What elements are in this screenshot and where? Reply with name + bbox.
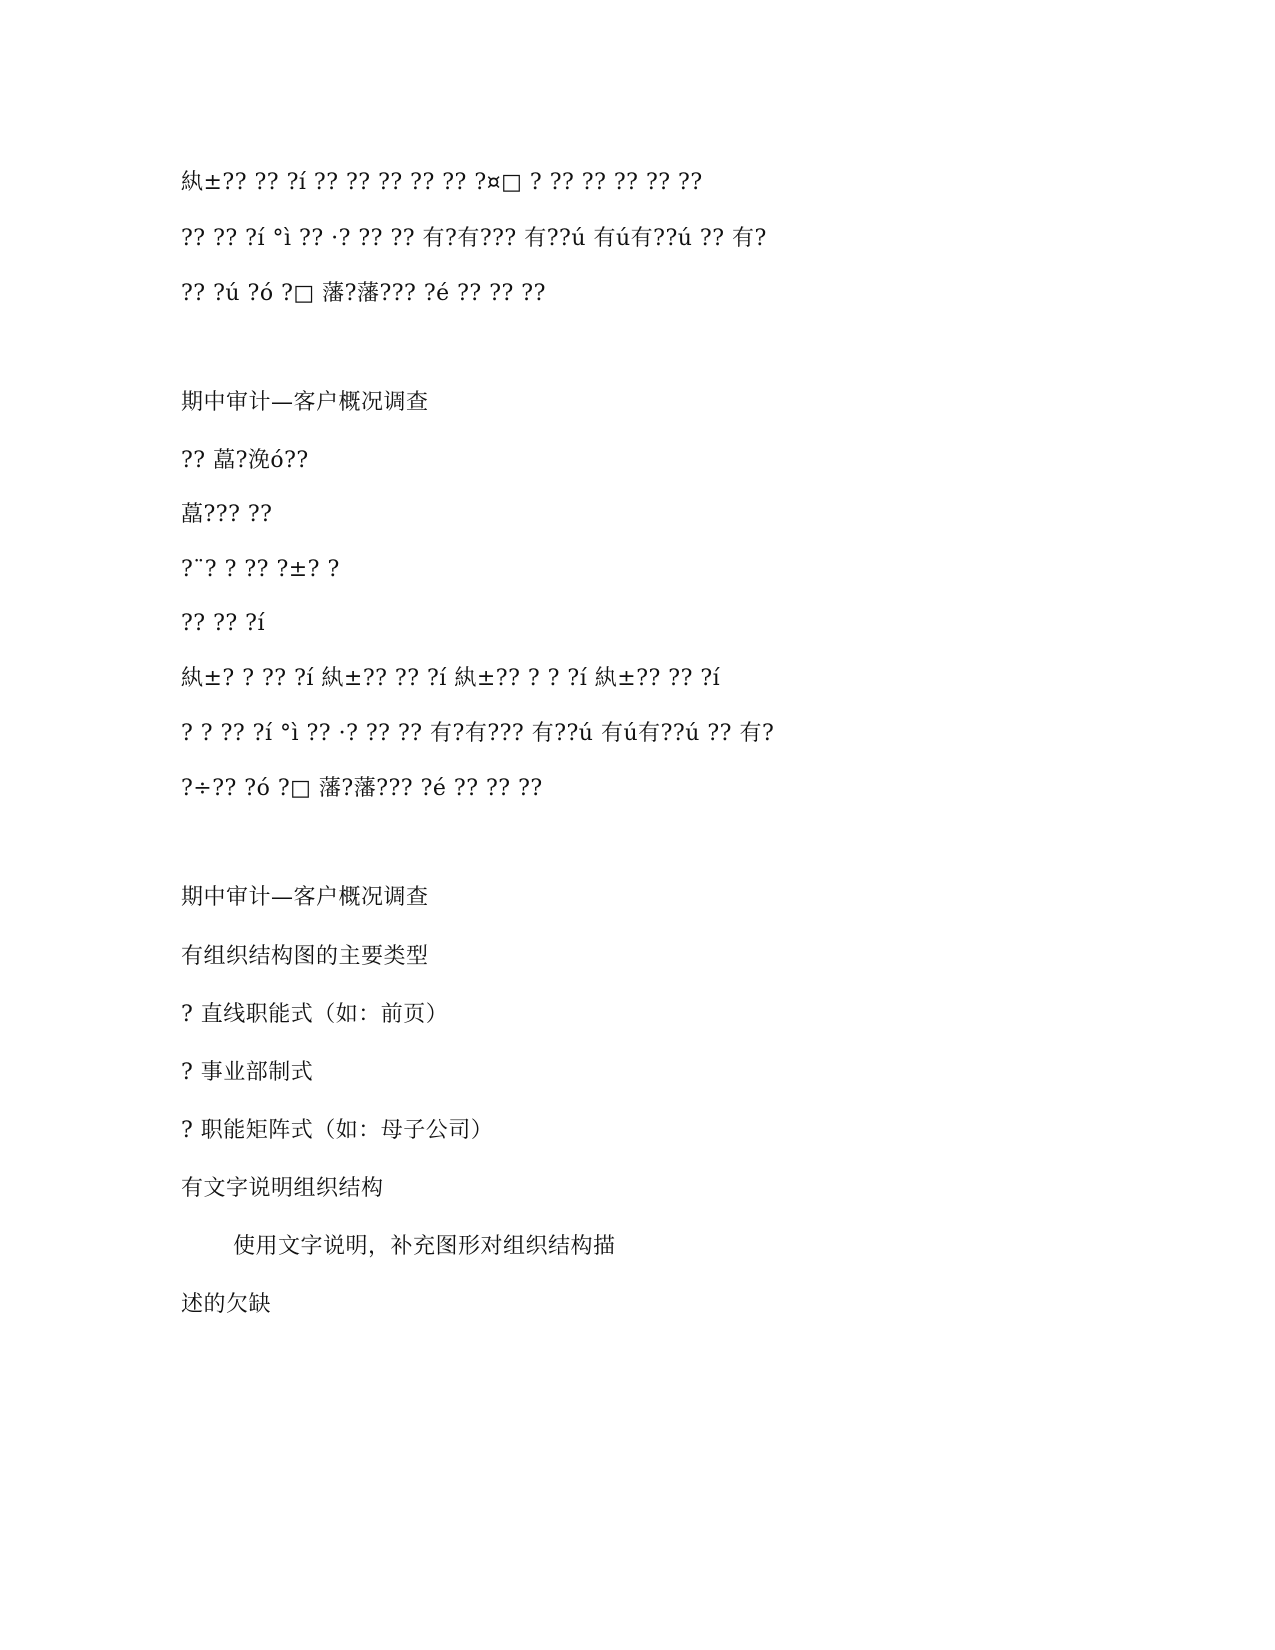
garbled-line-10: ?÷?? ?ó ?□ 藩?藩??? ?é ?? ?? ?? <box>181 776 543 801</box>
garbled-line-7: ?? ?? ?í <box>181 611 265 636</box>
garbled-line-3: ?? ?ú ?ó ?□ 藩?藩??? ?é ?? ?? ?? <box>181 281 546 306</box>
section-title-1: 期中审计—客户概况调查 <box>181 390 429 415</box>
paragraph-line-1: 使用文字说明，补充图形对组织结构描 <box>233 1234 616 1259</box>
garbled-line-8: 紈±? ? ?? ?í 紈±?? ?? ?í 紈±?? ? ? ?í 紈±?? ?? ?í <box>181 666 721 691</box>
garbled-line-6: ?¨? ? ?? ?±? ? <box>181 557 340 582</box>
bullet-item-divisional: ? 事业部制式 <box>181 1060 314 1085</box>
garbled-line-4: ?? 藠?浼ó?? <box>181 448 309 473</box>
garbled-line-2: ?? ?? ?í °ì ?? ·? ?? ?? 有?有??? 有??ú 有ú有??ú ?? 有? <box>181 226 767 251</box>
bullet-item-matrix: ? 职能矩阵式（如：母子公司） <box>181 1118 494 1143</box>
garbled-line-1: 紈±?? ?? ?í ?? ?? ?? ?? ?? ?¤□ ? ?? ?? ?? ?? ?? <box>181 170 703 195</box>
paragraph-line-2: 述的欠缺 <box>181 1292 272 1317</box>
heading-text-description: 有文字说明组织结构 <box>181 1176 384 1201</box>
heading-org-chart-types: 有组织结构图的主要类型 <box>181 944 429 969</box>
garbled-line-5: 藠??? ?? <box>181 502 273 527</box>
section-title-2: 期中审计—客户概况调查 <box>181 885 429 910</box>
bullet-item-line-functional: ? 直线职能式（如：前页） <box>181 1002 449 1027</box>
garbled-line-9: ? ? ?? ?í °ì ?? ·? ?? ?? 有?有??? 有??ú 有ú有??ú ?? 有? <box>181 721 775 746</box>
